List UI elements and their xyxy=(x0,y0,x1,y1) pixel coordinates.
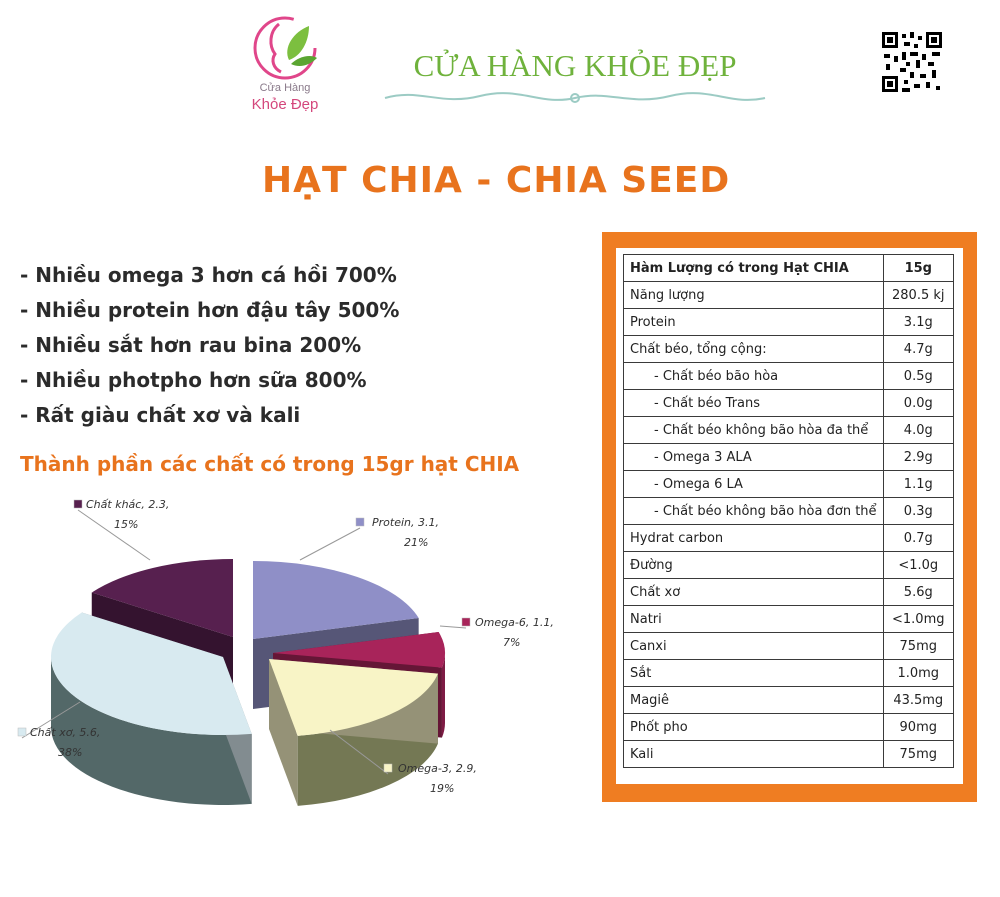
table-row xyxy=(624,741,954,768)
pie-data-label: Protein, 3.1, xyxy=(372,516,439,529)
table-row xyxy=(624,444,954,471)
nutrient-value-cell: 3.1g xyxy=(883,309,953,336)
nutrient-value-cell: 0.7g xyxy=(883,525,953,552)
legend-swatch xyxy=(74,500,82,508)
logo-emblem-icon xyxy=(243,10,327,82)
nutrient-value-cell: 75mg xyxy=(883,633,953,660)
legend-swatch xyxy=(462,618,470,626)
pie-data-label: Chất xơ, 5.6, xyxy=(30,726,101,739)
table-row xyxy=(624,309,954,336)
table-row xyxy=(624,336,954,363)
nutrient-name-cell: - Chất béo Trans xyxy=(624,390,884,417)
logo-text-line1: Cửa Hàng xyxy=(259,82,311,94)
pie-percent-label: 21% xyxy=(404,536,429,549)
flourish-ornament-icon xyxy=(380,86,770,108)
nutrient-name-cell: Protein xyxy=(624,309,884,336)
pie-data-label: Omega-6, 1.1, xyxy=(475,616,554,629)
nutrient-name-cell: Magiê xyxy=(624,687,884,714)
nutrient-value-cell: 280.5 kj xyxy=(883,282,953,309)
nutrient-value-cell: 5.6g xyxy=(883,579,953,606)
logo-text-line2: Khỏe Đẹp xyxy=(251,96,319,113)
pie-percent-label: 38% xyxy=(58,746,83,759)
legend-swatch xyxy=(18,728,26,736)
pie-percent-label: 19% xyxy=(430,782,455,795)
page-title: HẠT CHIA - CHIA SEED xyxy=(262,160,731,201)
pie-percent-label: 7% xyxy=(503,636,521,649)
nutrient-name-cell: Chất xơ xyxy=(624,579,884,606)
store-name: CỬA HÀNG KHỎE ĐẸP xyxy=(413,48,737,83)
benefit-item: - Nhiều sắt hơn rau bina 200% xyxy=(20,333,362,357)
table-row xyxy=(624,606,954,633)
nutrient-value-cell: 1.0mg xyxy=(883,660,953,687)
nutrient-value-cell: 0.3g xyxy=(883,498,953,525)
table-row xyxy=(624,417,954,444)
pie-leader-line xyxy=(440,626,466,628)
nutrient-name-cell: - Omega 3 ALA xyxy=(624,444,884,471)
nutrient-name-cell: - Omega 6 LA xyxy=(624,471,884,498)
table-row xyxy=(624,579,954,606)
header-name-cell: Hàm Lượng có trong Hạt CHIA xyxy=(624,255,884,282)
table-row xyxy=(624,471,954,498)
nutrient-value-cell: 4.7g xyxy=(883,336,953,363)
nutrient-name-cell: - Chất béo bão hòa xyxy=(624,363,884,390)
nutrient-name-cell: Natri xyxy=(624,606,884,633)
benefits-list xyxy=(20,258,399,433)
pie-data-label: Omega-3, 2.9, xyxy=(398,762,477,775)
nutrient-value-cell: <1.0g xyxy=(883,552,953,579)
legend-swatch xyxy=(356,518,364,526)
pie-leader-line xyxy=(300,528,360,560)
nutrient-name-cell: Năng lượng xyxy=(624,282,884,309)
pie-percent-label: 15% xyxy=(114,518,139,531)
nutrient-name-cell: - Chất béo không bão hòa đa thể xyxy=(624,417,884,444)
nutrient-name-cell: Canxi xyxy=(624,633,884,660)
nutrient-name-cell: Đường xyxy=(624,552,884,579)
table-row xyxy=(624,660,954,687)
table-row xyxy=(624,552,954,579)
nutrient-value-cell: <1.0mg xyxy=(883,606,953,633)
nutrient-value-cell: 2.9g xyxy=(883,444,953,471)
nutrient-name-cell: Hydrat carbon xyxy=(624,525,884,552)
nutrient-value-cell: 43.5mg xyxy=(883,687,953,714)
nutrient-name-cell: Phốt pho xyxy=(624,714,884,741)
nutrient-value-cell: 0.0g xyxy=(883,390,953,417)
table-row xyxy=(624,633,954,660)
nutrient-name-cell: Sắt xyxy=(624,660,884,687)
nutrient-value-cell: 0.5g xyxy=(883,363,953,390)
nutrient-value-cell: 1.1g xyxy=(883,471,953,498)
nutrient-name-cell: Chất béo, tổng cộng: xyxy=(624,336,884,363)
pie-data-label: Chất khác, 2.3, xyxy=(86,498,170,511)
table-row xyxy=(624,525,954,552)
table-row xyxy=(624,687,954,714)
store-logo xyxy=(243,10,327,120)
qr-code-icon xyxy=(880,30,944,94)
benefit-item: - Nhiều photpho hơn sữa 800% xyxy=(20,368,367,392)
nutrition-table-panel xyxy=(616,248,963,784)
nutrient-name-cell: Kali xyxy=(624,741,884,768)
table-row xyxy=(624,498,954,525)
benefit-item: - Nhiều omega 3 hơn cá hồi 700% xyxy=(20,263,397,287)
table-row xyxy=(624,282,954,309)
benefit-item: - Nhiều protein hơn đậu tây 500% xyxy=(20,298,400,322)
benefit-item: - Rất giàu chất xơ và kali xyxy=(20,403,301,427)
nutrient-name-cell: - Chất béo không bão hòa đơn thể xyxy=(624,498,884,525)
table-row xyxy=(624,714,954,741)
nutrition-table-frame xyxy=(602,232,977,802)
table-row xyxy=(624,363,954,390)
table-row xyxy=(624,390,954,417)
header-value-cell: 15g xyxy=(883,255,953,282)
nutrition-table xyxy=(623,254,954,768)
legend-swatch xyxy=(384,764,392,772)
composition-pie-chart xyxy=(0,490,600,810)
table-header-row xyxy=(624,255,954,282)
nutrient-value-cell: 90mg xyxy=(883,714,953,741)
nutrient-value-cell: 75mg xyxy=(883,741,953,768)
nutrient-value-cell: 4.0g xyxy=(883,417,953,444)
chart-title: Thành phần các chất có trong 15gr hạt CHIA xyxy=(20,452,520,476)
